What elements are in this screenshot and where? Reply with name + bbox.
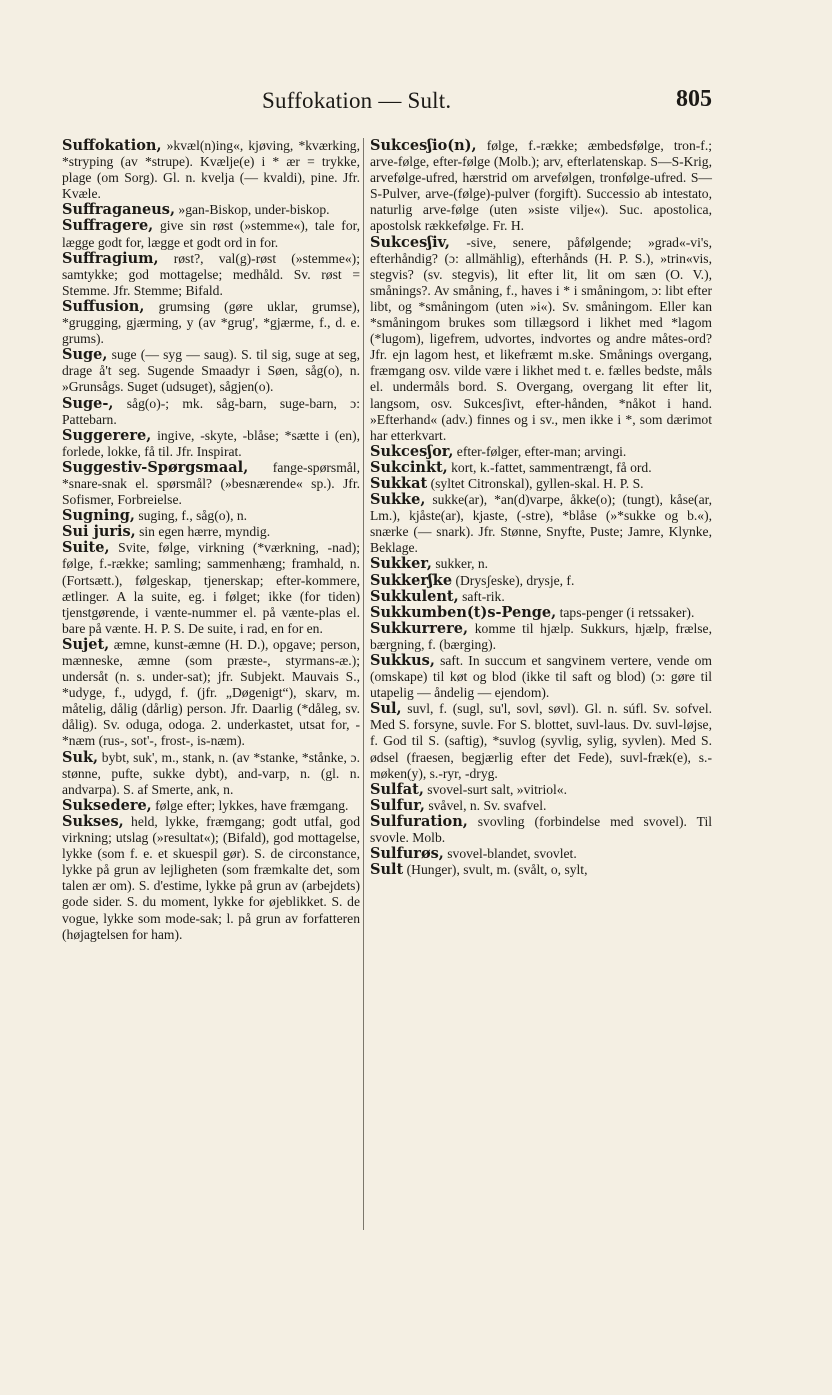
- headword: Sukke,: [370, 491, 426, 509]
- definition: følge efter; lykkes, have fræmgang.: [151, 797, 349, 813]
- headword: Suge,: [62, 346, 108, 364]
- definition: suvl, f. (sugl, su'l, sovl, søvl). Gl. n. súfl. Sv. sofvel. Med S. forsyne, suvle. For S. blottet, suvl-laus. Dv. suvl-løjse, f. God til S. (saftig), *suvlog (syvlig, sylig, syvlen). Med S. ødsel (fraesen, begjærlig efter det Fede), suvl-fræk(e), s.-møken(y), s.-ryr, -dryg.: [370, 701, 712, 781]
- dictionary-entry: [370, 476, 712, 492]
- dictionary-entry: [62, 814, 360, 943]
- headword: Sukcesʃio(n),: [370, 137, 477, 154]
- headword: Sujet,: [62, 635, 110, 653]
- headword: Sukkat: [370, 474, 428, 492]
- page-number: 805: [676, 86, 712, 112]
- dictionary-entry: [62, 540, 360, 637]
- dictionary-entry: [62, 396, 360, 428]
- headword: Sulfat,: [370, 780, 424, 798]
- dictionary-entry: [370, 862, 712, 878]
- headword: Sui juris,: [62, 523, 136, 541]
- definition: svovel-surt salt, »vitriol«.: [423, 781, 568, 797]
- definition: (Drysʃeske), drysje, f.: [452, 572, 575, 588]
- page-header: [0, 88, 832, 128]
- definition: suging, f., såg(o), n.: [134, 508, 248, 524]
- definition: saft-rik.: [458, 588, 505, 604]
- headword: Suksedere,: [62, 796, 152, 814]
- headword: Sult: [370, 861, 404, 879]
- dictionary-entry: [62, 347, 360, 395]
- definition: sin egen hærre, myndig.: [135, 524, 271, 540]
- headword: Suffragium,: [62, 249, 159, 267]
- headword: Sukkurrere,: [370, 619, 469, 637]
- definition: sukke(ar), *an(d)varpe, åkke(o); (tungt), kåse(ar, Lm.), kjåste(ar), kjaste, (-stre), *blåse (»*sukke og b.«), snærke (— snark). Jfr. Stønne, Snyfte, Puste; Jamre, Klynke, Beklage.: [370, 492, 712, 556]
- dictionary-entry: [370, 138, 712, 235]
- dictionary-entry: [370, 814, 712, 846]
- dictionary-entry: [62, 251, 360, 299]
- headword: Suite,: [62, 539, 110, 557]
- running-title: Suffokation — Sult.: [262, 88, 452, 113]
- headword: Suffokation,: [62, 137, 162, 154]
- dictionary-entry: [62, 138, 360, 202]
- definition: grumsing (gøre uklar, grumse), *grugging, gjærming, y (av *grug', *gjærme, f., d. e. grums).: [62, 298, 360, 347]
- dictionary-entry: [370, 701, 712, 781]
- headword: Sukses,: [62, 812, 124, 830]
- definition: (Hunger), svult, m. (svålt, o, sylt,: [403, 862, 588, 878]
- dictionary-entry: [62, 460, 360, 508]
- definition: suge (— syg — saug). S. til sig, suge at seg, drage å't seg. Sugende Smaadyr i Søen, såg(o), n. »Grunsågs. Suget (udsuget), sågjen(o).: [62, 347, 360, 395]
- dictionary-entry: [370, 235, 712, 444]
- headword: Suffragere,: [62, 217, 154, 235]
- dictionary-entry: [62, 202, 360, 218]
- definition: svovling (forbindelse med svovel). Til svovle. Molb.: [370, 813, 712, 846]
- dictionary-entry: [370, 621, 712, 653]
- headword: Sukkumben(t)s-Penge,: [370, 603, 557, 621]
- definition: saft. In succum et sangvinem vertere, vende om (omskape) til køt og blod (ikke til saft og blod) (ɔ: gøre til utapelig — åndelig — ejendom).: [370, 653, 712, 701]
- definition: »gan-Biskop, under-biskop.: [175, 202, 330, 218]
- headword: Suffraganeus,: [62, 201, 176, 219]
- headword: Sukcesʃor,: [370, 442, 454, 460]
- definition: følge, f.-række; æmbedsfølge, tron-f.; arve-følge, efter-følge (Molb.); arv, efterlatenskap. S—S-Krig, arvefølge-ufred, hærstrid om arvefølgen, tronfølge-ufred. S—S-Pulver, arve-(følge)-pulver (forgift). Successio ab intestato, naturlig arve-følge (uten »siste vilje«). Suc. apostolica, apostolsk rækkefølge. Fr. H.: [370, 138, 712, 234]
- definition: bybt, suk', m., stank, n. (av *stanke, *stånke, ɔ. stønne, pufte, sukke dybt), and-varp, n. (gl. n. andvarpa). S. af Smerte, ank, n.: [62, 749, 360, 797]
- definition: give sin røst (»stemme«), tale for, lægge godt for, lægge et godt ord in for.: [62, 218, 360, 250]
- definition: fange-spørsmål, *snare-snak el. spørsmål? (»besnærende« sp.). Jfr. Sofismer, Forbreielse.: [62, 459, 360, 508]
- definition: ingive, -skyte, -blåse; *sætte i (en), forlede, lokke, få til. Jfr. Inspirat.: [62, 427, 360, 459]
- definition: kort, k.-fattet, sammentrængt, få ord.: [447, 459, 652, 475]
- headword: Sukkus,: [370, 652, 435, 669]
- headword: Suffusion,: [62, 297, 145, 315]
- dictionary-entry: [370, 782, 712, 798]
- left-column: [62, 138, 360, 943]
- dictionary-entry: [62, 428, 360, 460]
- dictionary-entry: [62, 508, 360, 524]
- headword: Suge-,: [62, 394, 114, 412]
- dictionary-entry: [62, 299, 360, 347]
- dictionary-entry: [370, 798, 712, 814]
- dictionary-entry: [370, 460, 712, 476]
- definition: komme til hjælp. Sukkurs, hjælp, frælse, bærgning, f. (bærging).: [370, 620, 712, 652]
- dictionary-entry: [370, 556, 712, 572]
- definition: held, lykke, fræmgang; godt utfal, god virkning; utslag (»resultat«); (Bifald), god mottagelse, lykke (som f. e. et skuespil gør). S. de circonstance, lykke på grun av lejligheten (som fræmkalte det, som talen ær om). S. d'estime, lykke på grun av (arbejdets) gode sider. S. du moment, lykke for øjeblikket. S. de vogue, lykke som mode-sak; l. på grun av forfatteren (højagtelsen for ham).: [62, 813, 360, 942]
- dictionary-entry: [370, 605, 712, 621]
- headword: Sukcesʃiv,: [370, 233, 450, 251]
- dictionary-entry: [370, 653, 712, 701]
- dictionary-entry: [62, 798, 360, 814]
- column-divider: [363, 138, 364, 1230]
- headword: Suk,: [62, 748, 99, 766]
- headword: Sukcinkt,: [370, 458, 448, 476]
- headword: Suggerere,: [62, 426, 152, 444]
- headword: Sukker,: [370, 555, 432, 573]
- headword: Sulfurøs,: [370, 845, 444, 863]
- headword: Sugning,: [62, 507, 135, 525]
- definition: æmne, kunst-æmne (H. D.), opgave; person, mænneske, æmne (som præste-, styrmans-æ.); undersåt (n. s. under-sat); jfr. Subjekt. Mauvais S., *udyge, f., udygd, f. (jfr. „Døgenigt“), skarv, m. måtelig, dålig (dårlig) person. Jfr. Daarlig (*dåleg, sv. dålig). Sv. oduga, odoga. 2. underkastet, utsat for, -*næm (rus-, sot'-, frost-, is-næm).: [62, 636, 360, 749]
- definition: svovel-blandet, svovlet.: [443, 846, 577, 862]
- definition: såg(o)-; mk. såg-barn, suge-barn, ɔ: Pattebarn.: [62, 395, 360, 427]
- headword: Sulfur,: [370, 796, 425, 814]
- headword: Sul,: [370, 700, 402, 718]
- definition: (syltet Citronskal), gyllen-skal. H. P. S.: [427, 475, 644, 491]
- definition: taps-penger (i retssaker).: [556, 604, 695, 620]
- dictionary-entry: [370, 444, 712, 460]
- definition: Svite, følge, virkning (*værkning, -nad); følge, f.-række; samling; sammenhæng; framhald, n. (Fortsætt.), følgeskap, tjenerskap; efter-kommere, ætlinger. A la suite, eg. i følget; ikke (for tiden) tjenstgørende, i vænte-nummer el. på vænte-plas el. bare på vænte. H. P. S. De suite, i rad, en for en.: [62, 540, 360, 636]
- definition: røst?, val(g)-røst (»stemme«); samtykke; god mottagelse; medhåld. Sv. røst = Stemme. Jfr. Stemme; Bifald.: [62, 250, 360, 298]
- dictionary-entry: [62, 637, 360, 750]
- right-column: [370, 138, 712, 878]
- headword: Sulfuration,: [370, 812, 468, 830]
- definition: »kvæl(n)ing«, kjøving, *kværking, *stryping (av *strupe). Kvælje(e) i * ær = trykke, plage (om Sorg). Gl. n. kvelja (— kvaldi), pine. Jfr. Kvæle.: [62, 138, 360, 202]
- dictionary-entry: [62, 524, 360, 540]
- headword: Suggestiv-Spørgsmaal,: [62, 458, 249, 476]
- definition: svåvel, n. Sv. svafvel.: [424, 797, 547, 813]
- dictionary-entry: [370, 573, 712, 589]
- dictionary-entry: [370, 846, 712, 862]
- definition: sukker, n.: [431, 556, 489, 572]
- headword: Sukkerʃke: [370, 571, 453, 589]
- dictionary-entry: [370, 492, 712, 556]
- dictionary-entry: [62, 218, 360, 250]
- definition: -sive, senere, påfølgende; »grad«-vi's, efterhåndig? (ɔ: allmählig), efterhånds (H. P. S.), »trin«vis, stegvis? (sv. stegvis), lit efter lit, lit om sæn (O. V.), smånings?. Av småning, f., haves i * i småningom, ɔ: libt efter libt, og *småningom (uten »i«). Sv. småningom. Eller kan *småningom brukes som tillægsord i likhet med *lagom (*lugom), ligefrem, udvortes, indvortes og andre måtes-ord? Jfr. ejn lagom hest, et likefræmt m.ske. Smånings overgang, fræmgang osv. vilde være i likhet med t. e. fælles bedste, måls el. undermåls bord. S. Overgang, overgang lit efter lit, langsom, osv. Sukcesʃivt, efter-hånden, *nåkot i hand. »Efterhand« (adv.) finnes og i sv., men ikke i *, som dærimot har etterkvart.: [370, 234, 712, 443]
- dictionary-entry: [370, 589, 712, 605]
- headword: Sukkulent,: [370, 587, 459, 605]
- definition: efter-følger, efter-man; arvingi.: [453, 443, 627, 459]
- dictionary-entry: [62, 750, 360, 798]
